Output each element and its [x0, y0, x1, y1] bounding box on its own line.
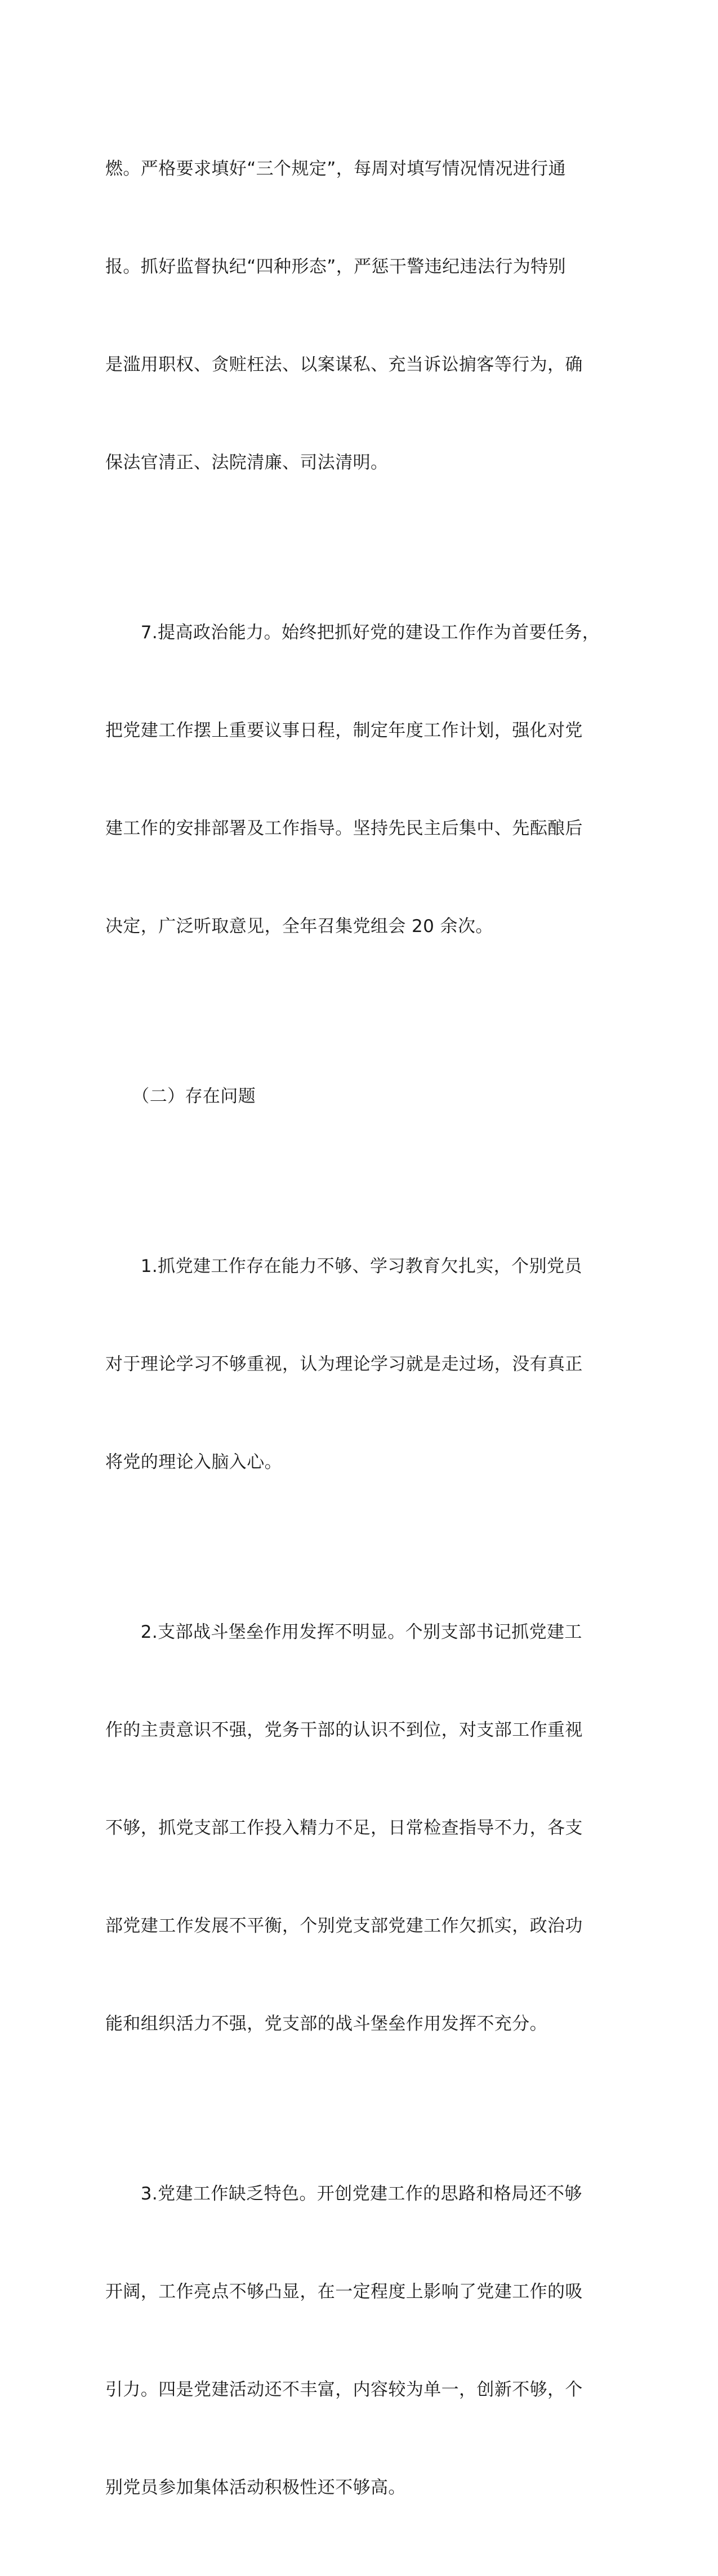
- text-line: 7.提高政治能力。始终把抓好党的建设工作作为首要任务，: [105, 622, 600, 643]
- text-line: 作的主责意识不强，党务干部的认识不到位，对支部工作重视: [105, 1720, 583, 1740]
- text-line: 开阔，工作亮点不够凸显，在一定程度上影响了党建工作的吸: [105, 2282, 583, 2302]
- text-line: 将党的理论入脑入心。: [105, 1452, 282, 1472]
- paragraph-problem-2: [105, 1551, 609, 2105]
- text-line: 3.党建工作缺乏特色。开创党建工作的思路和格局还不够: [105, 2184, 582, 2204]
- document-body: [105, 87, 609, 2576]
- text-line: 别党员参加集体活动积极性还不够高。: [105, 2478, 406, 2498]
- text-line: 对于理论学习不够重视，认为理论学习就是走过场，没有真正: [105, 1354, 583, 1374]
- section-heading: [105, 1015, 609, 1178]
- text-line: 是滥用职权、贪赃枉法、以案谋私、充当诉讼掮客等行为，确: [105, 355, 583, 375]
- text-line: 不够，抓党支部工作投入精力不足，日常检查指导不力，各支: [105, 1818, 583, 1838]
- paragraph-item-7: [105, 551, 609, 1008]
- text-line: 1.抓党建工作存在能力不够、学习教育欠扎实，个别党员: [105, 1256, 582, 1276]
- paragraph-problem-1: [105, 1185, 609, 1544]
- text-line: 引力。四是党建活动还不丰富，内容较为单一，创新不够，个: [105, 2380, 583, 2400]
- text-line: 决定，广泛听取意见，全年召集党组会 20 余次。: [105, 916, 493, 937]
- heading-line: （二）存在问题: [105, 1086, 256, 1106]
- text-line: 能和组织活力不强，党支部的战斗堡垒作用发挥不充分。: [105, 2014, 547, 2034]
- paragraph-problem-3: [105, 2112, 609, 2569]
- text-line: 保法官清正、法院清廉、司法清明。: [105, 453, 389, 473]
- text-line: 把党建工作摆上重要议事日程，制定年度工作计划，强化对党: [105, 720, 583, 741]
- text-line: 燃。严格要求填好“三个规定”，每周对填写情况情况进行通: [105, 159, 566, 179]
- paragraph-continuation: [105, 87, 609, 544]
- text-line: 2.支部战斗堡垒作用发挥不明显。个别支部书记抓党建工: [105, 1622, 582, 1642]
- text-line: 部党建工作发展不平衡，个别党支部党建工作欠抓实，政治功: [105, 1916, 583, 1936]
- text-line: 建工作的安排部署及工作指导。坚持先民主后集中、先酝酿后: [105, 818, 583, 839]
- text-line: 报。抓好监督执纪“四种形态”，严惩干警违纪违法行为特别: [105, 257, 566, 277]
